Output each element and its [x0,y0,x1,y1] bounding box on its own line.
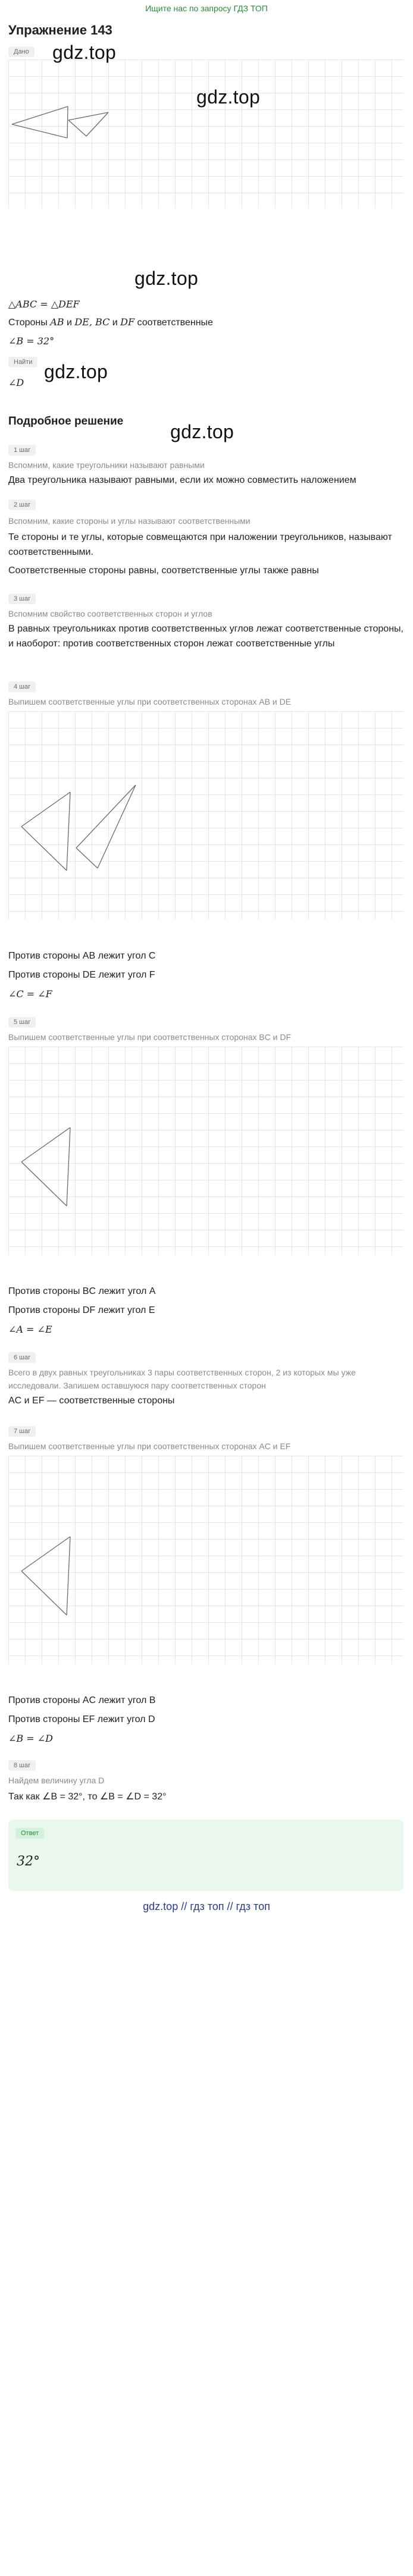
step-2-text-2: Соответственные стороны равны, соответственные углы также равны [8,566,319,576]
watermark: gdz.top [170,421,234,442]
figure-step-7 [8,1456,403,1664]
given-angle-b: ∠B = 32° [8,335,55,347]
step-7-line-2: Против стороны EF лежит угол D [8,1714,155,1724]
step-5-chip: 5 шаг [8,1017,36,1028]
find-chip: Найти [8,357,37,367]
step-1-hint: Вспомним, какие треугольники называют равными [8,460,205,470]
step-7-svg [8,1456,403,1664]
step-5-svg [8,1047,403,1255]
triangle-abc [12,106,68,138]
step-6-text: AC и EF — соответственные стороны [8,1396,175,1406]
step-4-line-1: Против стороны AB лежит угол C [8,951,156,961]
step-4-line-3: ∠C = ∠F [8,988,52,1000]
find-angle-d: ∠D [8,377,24,388]
step-1-chip: 1 шаг [8,445,36,455]
figure-given [8,59,403,208]
step-7-line-1: Против стороны AC лежит угол B [8,1695,156,1705]
footer-links[interactable]: gdz.top // гдз топ // гдз топ [143,1900,270,1912]
step-4-svg [8,711,403,919]
step-5-line-1: Против стороны BC лежит угол A [8,1286,156,1296]
watermark: gdz.top [134,268,199,289]
given-corresponding-sides: Стороны AB и DE, BC и DF соответственные [8,316,213,328]
search-banner[interactable]: Ищите нас по запросу ГДЗ ТОП [145,4,268,13]
exercise-title: Упражнение 143 [8,23,112,37]
triangles-svg [8,59,403,208]
figure-step-4 [8,711,403,919]
step-3-text: В равных треугольниках против соответственных углов лежат соответственные стороны, и наоборот: против соответственных сторон лежат соответственные углы [8,624,403,649]
step-8-text: Так как ∠B = 32°, то ∠B = ∠D = 32° [8,1792,167,1802]
watermark: gdz.top [44,361,108,382]
answer-value: 32° [17,1854,40,1869]
answer-chip: Ответ [15,1828,44,1839]
step-1-text: Два треугольника называют равными, если их можно совместить наложением [8,475,356,485]
step-3-chip: 3 шаг [8,593,36,604]
watermark: gdz.top [196,86,261,108]
step-6-hint: Всего в двух равных треугольниках 3 пары соответственных сторон, 2 из которых мы уже исследовали. Запишем оставшуюся пару соответственных сторон [8,1368,356,1390]
step-3-hint: Вспомним свойство соответственных сторон и углов [8,609,212,618]
step-7-line-3: ∠B = ∠D [8,1733,53,1744]
step-4-chip: 4 шаг [8,681,36,692]
step-6-chip: 6 шаг [8,1352,36,1363]
step-7-hint: Выпишем соответственные углы при соответственных сторонах AC и EF [8,1441,291,1451]
watermark: gdz.top [52,42,117,63]
figure-step-5 [8,1047,403,1255]
step-2-text: Те стороны и те углы, которые совмещаются при наложении треугольников, называют соответственными. [8,532,392,557]
step-7-chip: 7 шаг [8,1426,36,1437]
given-equal-triangles: △ABC = △DEF [8,299,80,310]
answer-box [8,1820,403,1891]
step-4-line-2: Против стороны DE лежит угол F [8,970,155,980]
step-5-line-3: ∠A = ∠E [8,1324,52,1335]
step-5-hint: Выпишем соответственные углы при соответственных сторонах BC и DF [8,1032,292,1042]
step-2-hint: Вспомним, какие стороны и углы называют соответственными [8,516,251,526]
step-2-chip: 2 шаг [8,500,36,510]
step-8-hint: Найдем величину угла D [8,1776,105,1785]
triangle-def [68,112,108,136]
given-chip: Дано [8,46,35,57]
step-4-hint: Выпишем соответственные углы при соответственных сторонах AB и DE [8,697,292,706]
solution-title: Подробное решение [8,415,124,428]
step-8-chip: 8 шаг [8,1760,36,1771]
step-5-line-2: Против стороны DF лежит угол E [8,1305,155,1315]
